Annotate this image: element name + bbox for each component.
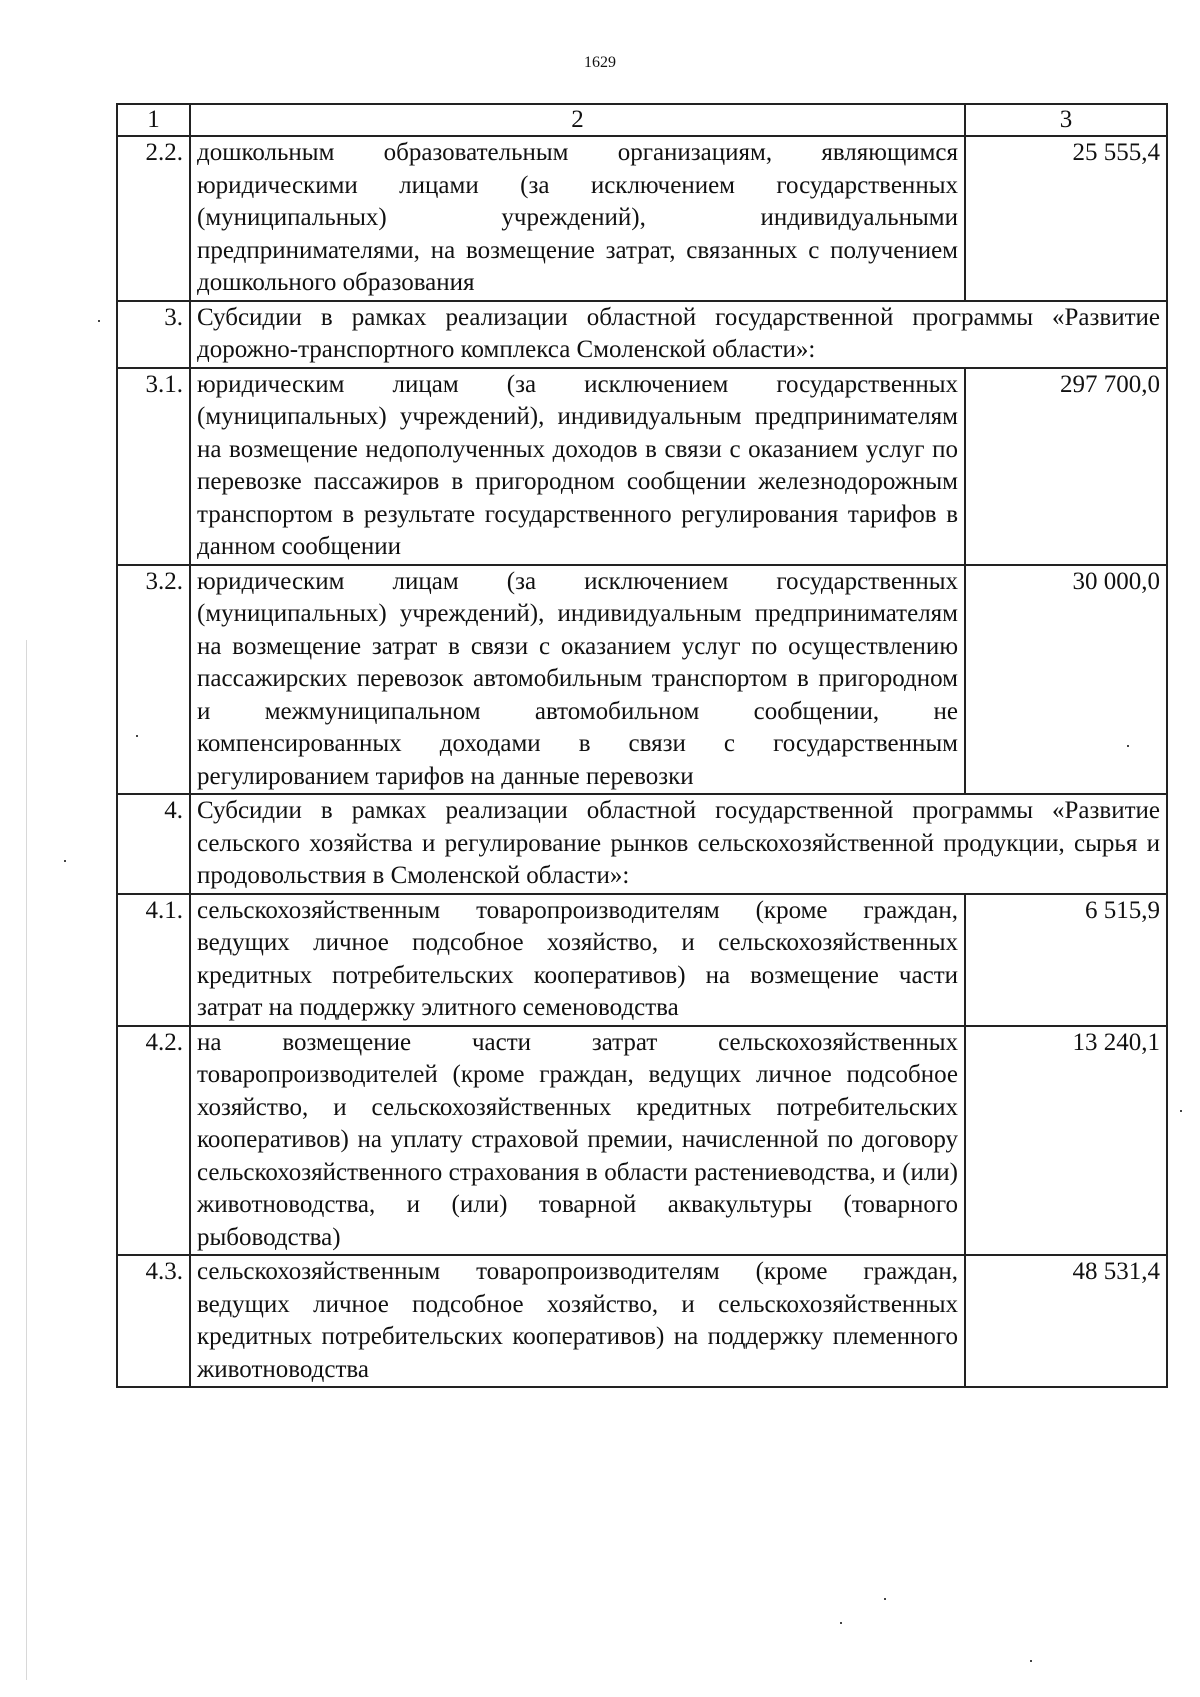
row-number: 3.2. [117, 565, 190, 795]
row-number: 4.1. [117, 894, 190, 1026]
table-row [117, 1026, 1167, 1256]
scan-margin-shadow [26, 640, 27, 1680]
scan-speck [1180, 1110, 1182, 1112]
row-amount: 297 700,0 [965, 368, 1167, 565]
table-row [117, 894, 1167, 1026]
scan-speck [884, 1598, 886, 1600]
row-amount: 48 531,4 [965, 1255, 1167, 1387]
column-header: 3 [965, 104, 1167, 136]
row-description: на возмещение части затрат сельскохозяйственных товаропроизводителей (кроме граждан, ведущих личное подсобное хозяйство, и сельскохозяйственных кредитных потребительских кооперативов) на уплату страховой премии, начисленной по договору сельскохозяйственного страхования в области растениеводства, и (или) животноводства, и (или) товарной аквакультуры (товарного рыбоводства) [190, 1026, 965, 1256]
scan-speck [840, 1622, 842, 1624]
column-header: 2 [190, 104, 965, 136]
scan-speck [98, 320, 100, 322]
section-heading: Субсидии в рамках реализации областной государственной программы «Развитие дорожно-транспортного комплекса Смоленской области»: [190, 301, 1167, 368]
row-amount: 25 555,4 [965, 136, 1167, 301]
row-number: 4. [117, 794, 190, 894]
table-header-row [117, 104, 1167, 136]
subsidies-table [116, 103, 1168, 1388]
row-number: 4.2. [117, 1026, 190, 1256]
page-number: 1629 [584, 54, 616, 71]
row-amount: 13 240,1 [965, 1026, 1167, 1256]
table-row [117, 1255, 1167, 1387]
row-amount: 6 515,9 [965, 894, 1167, 1026]
row-description: сельскохозяйственным товаропроизводителям (кроме граждан, ведущих личное подсобное хозяйство, и сельскохозяйственных кредитных потребительских кооперативов) на возмещение части затрат на поддержку элитного семеноводства [190, 894, 965, 1026]
section-heading: Субсидии в рамках реализации областной государственной программы «Развитие сельского хозяйства и регулирование рынков сельскохозяйственной продукции, сырья и продовольствия в Смоленской области»: [190, 794, 1167, 894]
table-row [117, 368, 1167, 565]
column-header: 1 [117, 104, 190, 136]
row-description: юридическим лицам (за исключением государственных (муниципальных) учреждений), индивидуальным предпринимателям на возмещение недополученных доходов в связи с оказанием услуг по перевозке пассажиров в пригородном сообщении железнодорожным транспортом в результате государственного регулирования тарифов в данном сообщении [190, 368, 965, 565]
table-row [117, 136, 1167, 301]
row-number: 2.2. [117, 136, 190, 301]
row-number: 4.3. [117, 1255, 190, 1387]
scan-speck [64, 860, 66, 862]
scan-speck [1030, 1660, 1032, 1662]
table-row [117, 565, 1167, 795]
row-description: юридическим лицам (за исключением государственных (муниципальных) учреждений), индивидуальным предпринимателям на возмещение затрат в связи с оказанием услуг по осуществлению пассажирских перевозок автомобильным транспортом в пригородном и межмуниципальном автомобильном сообщении, не компенсированных доходами в связи с государственным регулированием тарифов на данные перевозки [190, 565, 965, 795]
table-row [117, 301, 1167, 368]
row-description: сельскохозяйственным товаропроизводителям (кроме граждан, ведущих личное подсобное хозяйство, и сельскохозяйственных кредитных потребительских кооперативов) на поддержку племенного животноводства [190, 1255, 965, 1387]
table-row [117, 794, 1167, 894]
row-amount: 30 000,0 [965, 565, 1167, 795]
row-description: дошкольным образовательным организациям, являющимся юридическими лицами (за исключением государственных (муниципальных) учреждений), индивидуальными предпринимателями, на возмещение затрат, связанных с получением дошкольного образования [190, 136, 965, 301]
row-number: 3. [117, 301, 190, 368]
row-number: 3.1. [117, 368, 190, 565]
